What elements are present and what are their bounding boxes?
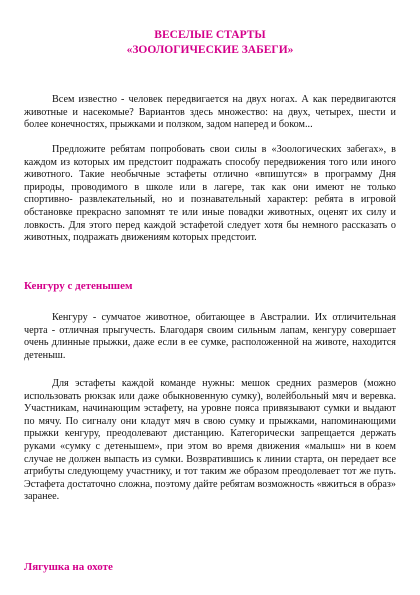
- page-title-line-1: ВЕСЕЛЫЕ СТАРТЫ: [154, 29, 266, 41]
- kangaroo-paragraph-1: Кенгуру - сумчатое животное, обитающее в Австралии. Их отличительная черта - отличная прыгучесть. Благодаря своим сильным лапам, кенгуру совершает очень длинные прыжки, даже если в ее сумке, расположенной на животе, находится детеныш.: [24, 312, 396, 361]
- page-title-line-2: «ЗООЛОГИЧЕСКИЕ ЗАБЕГИ»: [126, 44, 294, 56]
- kangaroo-paragraph-2: Для эстафеты каждой команде нужны: мешок средних размеров (можно использовать рюкзак или даже обыкновенную сумку), волейбольный мяч и веревка. Участникам, начинающим эстафету, на уровне пояса привязывают сумки и выдают по мячу. По сигналу они кладут мяч в свою сумку и прыжками, напоминающими прыжки кенгуру, преодолевают дистанцию. Категорически запрещается держать руками «сумку с детенышем», при этом во время движения «малыш» ни в коем случае не должен выпасть из сумки. Возвратившись к линии старта, он передает все атрибуты следующему участнику, и тот таким же образом преодолевает тот же путь. Эстафета достаточно сложна, поэтому дайте ребятам возможность «вжиться в образ» заранее.: [24, 378, 396, 503]
- section-heading-kangaroo: Кенгуру с детенышем: [24, 280, 133, 292]
- section-heading-frog: Лягушка на охоте: [24, 561, 113, 573]
- intro-paragraph-1: Всем известно - человек передвигается на двух ногах. А как передвигаются животные и насекомые? Вариантов здесь множество: на двух, четырех, шести и более конечностях, прыжками и ползком, задом наперед и боком...: [24, 94, 396, 131]
- intro-paragraph-2: Предложите ребятам попробовать свои силы в «Зоологических забегах», в каждом из которых им предстоит подражать способу передвижения того или иного животного. Такие необычные эстафеты отлично «впишутся» в программу Дня природы, проводимого в школе или в лагере, так как они имеют не только спортивно- развлекательный, но и познавательный характер: ребята в игровой обстановке прекрасно запомнят те или иные повадки животных, оценят их силу и ловкость. Для этого перед каждой эстафетой следует хотя бы немного рассказать о животных, подражать движениям которых предстоит.: [24, 144, 396, 244]
